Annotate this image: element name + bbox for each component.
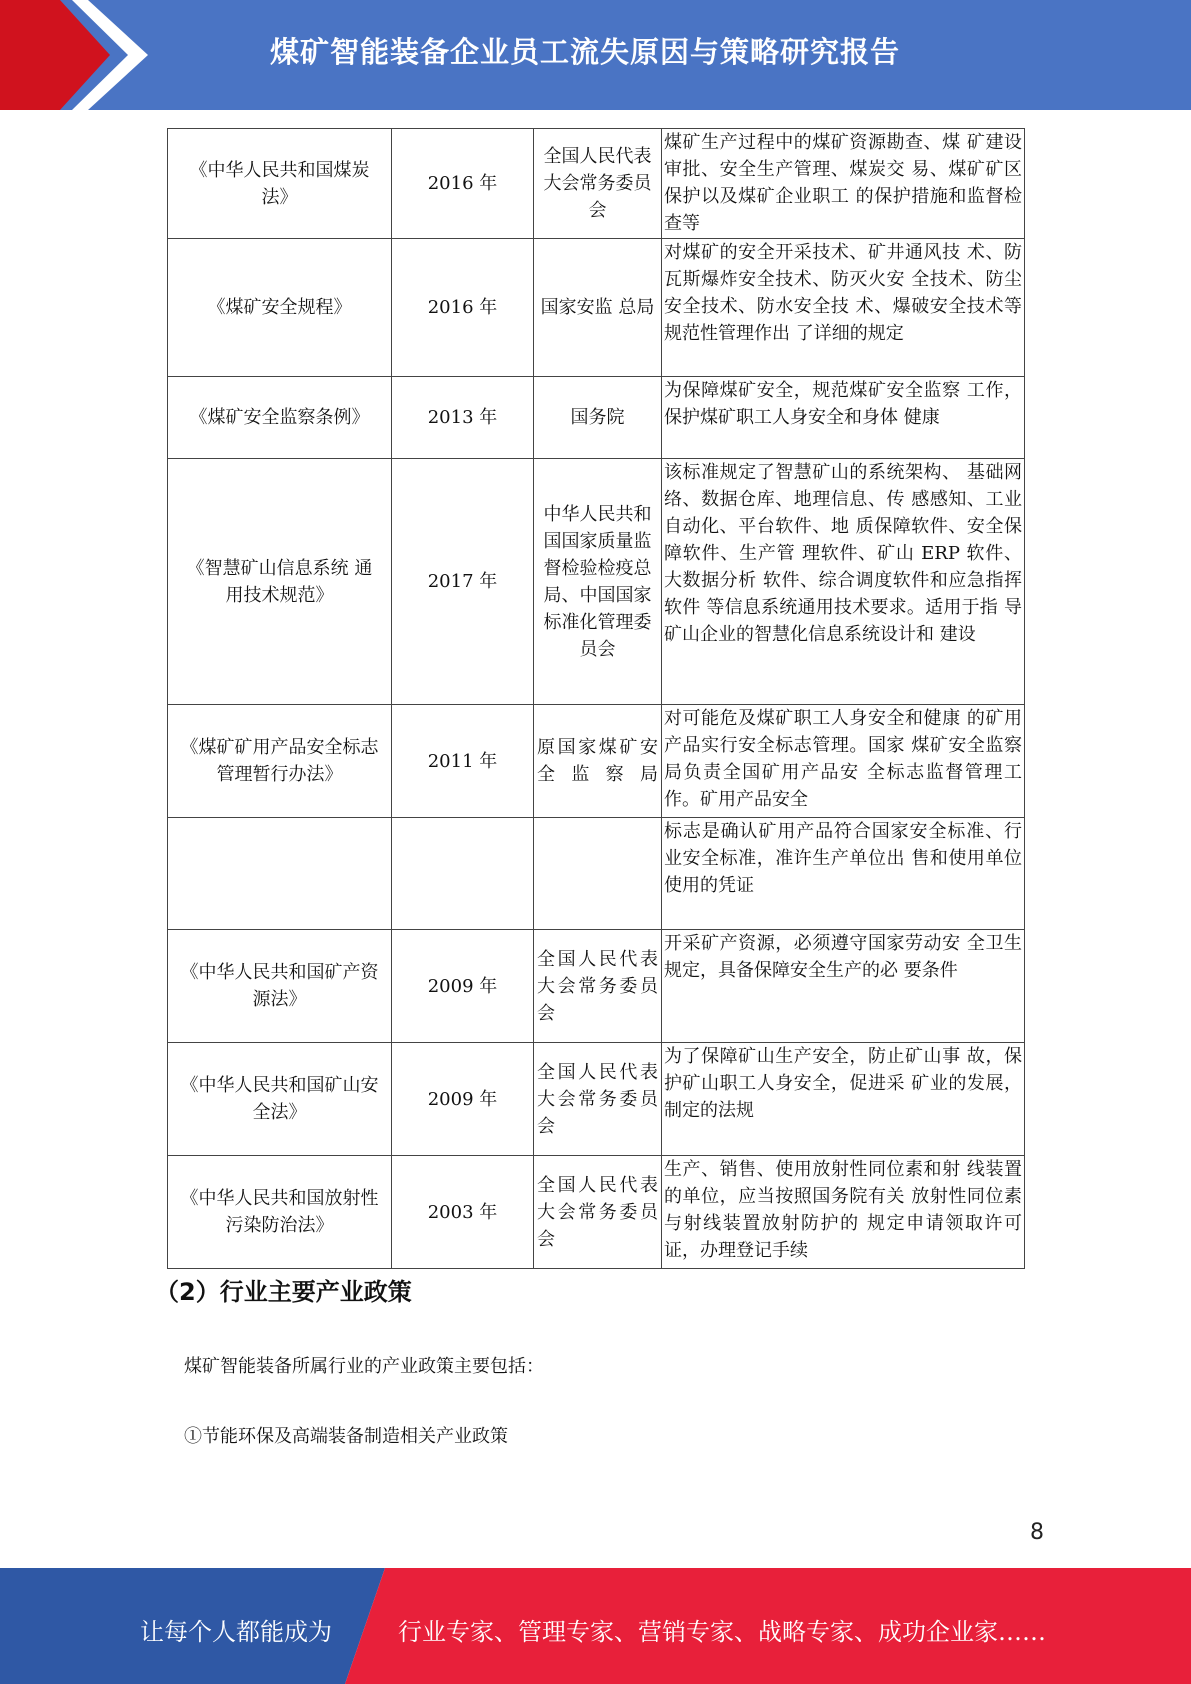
table-row [168,818,1025,930]
table-row [168,1043,1025,1156]
law-description: 为保障煤矿安全，规范煤矿安全监察 工作，保护煤矿职工人身安全和身体 健康 [662,377,1025,459]
law-name: 《中华人民共和国煤炭法》 [168,129,392,239]
table-row [168,930,1025,1043]
law-year: 2013 年 [392,377,534,459]
law-year: 2009 年 [392,930,534,1043]
section-heading: （2）行业主要产业政策 [155,1278,412,1306]
law-description: 生产、销售、使用放射性同位素和射 线装置的单位，应当按照国务院有关 放射性同位素与射线装置放射防护的 规定申请领取许可证，办理登记手续 [662,1156,1025,1269]
law-name: 《中华人民共和国放射性污染防治法》 [168,1156,392,1269]
issuing-authority [534,818,662,930]
policy-table [167,128,1025,1269]
issuing-authority: 全国人民代表大会常务委员会 [534,1043,662,1156]
table-row [168,459,1025,705]
table-row [168,705,1025,818]
law-year: 2011 年 [392,705,534,818]
page-header [0,0,1191,110]
law-description: 对可能危及煤矿职工人身安全和健康 的矿用产品实行安全标志管理。国家 煤矿安全监察局负责全国矿用产品安 全标志监督管理工作。矿用产品安全 [662,705,1025,818]
table-row [168,1156,1025,1269]
page-number: 8 [1030,1520,1044,1545]
issuing-authority: 全国人民代表大会常务委员会 [534,1156,662,1269]
law-name: 《煤矿安全规程》 [168,239,392,377]
table-row [168,377,1025,459]
issuing-authority: 中华人民共和国国家质量监督检验检疫总局、中国国家标准化管理委员会 [534,459,662,705]
law-name [168,818,392,930]
paragraph: 煤矿智能装备所属行业的产业政策主要包括： [184,1356,544,1377]
law-name: 《中华人民共和国矿山安全法》 [168,1043,392,1156]
law-year: 2009 年 [392,1043,534,1156]
table-row [168,239,1025,377]
issuing-authority: 全国人民代表大会常务委员会 [534,129,662,239]
law-year: 2017 年 [392,459,534,705]
law-description: 为了保障矿山生产安全，防止矿山事 故，保护矿山职工人身安全，促进采 矿业的发展，制定的法规 [662,1043,1025,1156]
law-name: 《煤矿安全监察条例》 [168,377,392,459]
footer-slogan-left: 让每个人都能成为 [140,1618,332,1646]
issuing-authority: 全国人民代表大会常务委员会 [534,930,662,1043]
law-description: 煤矿生产过程中的煤矿资源勘查、煤 矿建设审批、安全生产管理、煤炭交 易、煤矿矿区保护以及煤矿企业职工 的保护措施和监督检查等 [662,129,1025,239]
issuing-authority: 国务院 [534,377,662,459]
table-row [168,129,1025,239]
law-name: 《煤矿矿用产品安全标志管理暂行办法》 [168,705,392,818]
footer-slogan-right: 行业专家、管理专家、营销专家、战略专家、成功企业家…… [398,1618,1046,1646]
paragraph: ①节能环保及高端装备制造相关产业政策 [184,1426,508,1447]
law-description: 对煤矿的安全开采技术、矿井通风技 术、防瓦斯爆炸安全技术、防灭火安 全技术、防尘安全技术、防水安全技 术、爆破安全技术等规范性管理作出 了详细的规定 [662,239,1025,377]
issuing-authority: 原国家煤矿安全监察局 [534,705,662,818]
header-chevron-decoration [0,0,150,110]
law-description: 该标准规定了智慧矿山的系统架构、 基础网络、数据仓库、地理信息、传 感感知、工业自动化、平台软件、地 质保障软件、安全保障软件、生产管 理软件、矿山 ERP 软件、大数据分析 软件、综合调度软件和应急指挥软件 等信息系统通用技术要求。适用于指 导矿山企业的智慧化信息系统设计和 建设 [662,459,1025,705]
law-year: 2016 年 [392,239,534,377]
law-year: 2016 年 [392,129,534,239]
law-year: 2003 年 [392,1156,534,1269]
law-name: 《智慧矿山信息系统 通用技术规范》 [168,459,392,705]
law-description: 标志是确认矿用产品符合国家安全标准、行业安全标准，准许生产单位出 售和使用单位使用的凭证 [662,818,1025,930]
law-year [392,818,534,930]
document-title: 煤矿智能装备企业员工流失原因与策略研究报告 [270,35,901,69]
law-name: 《中华人民共和国矿产资源法》 [168,930,392,1043]
law-description: 开采矿产资源，必须遵守国家劳动安 全卫生规定，具备保障安全生产的必 要条件 [662,930,1025,1043]
issuing-authority: 国家安监 总局 [534,239,662,377]
page-footer [0,1568,1191,1684]
